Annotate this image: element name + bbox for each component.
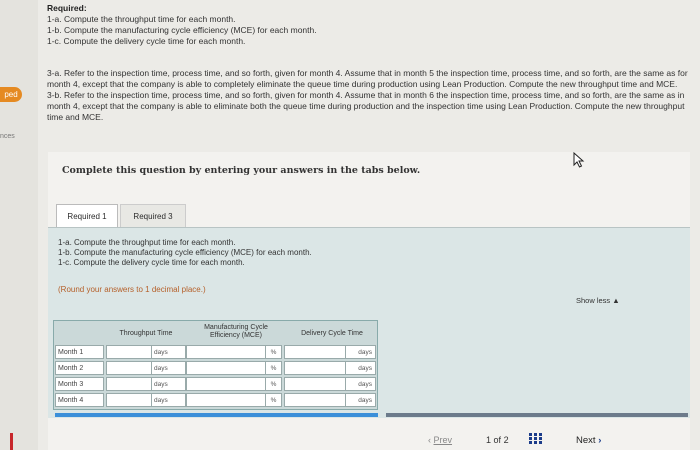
header-throughput: Throughput Time [119, 330, 173, 337]
throughput-unit: days [152, 361, 186, 375]
header-mce-line1: Manufacturing Cycle [204, 324, 268, 331]
page-indicator [486, 435, 509, 445]
prev-label: Prev [433, 435, 453, 445]
part3-section [47, 68, 689, 123]
mce-input[interactable] [186, 361, 266, 375]
header-mce [184, 324, 288, 340]
delivery-input[interactable] [284, 377, 346, 391]
throughput-input[interactable] [106, 361, 152, 375]
instruction-1a: 1-a. Compute the throughput time for each month. [58, 238, 236, 247]
throughput-unit: days [152, 345, 186, 359]
instruction-1c: 1-c. Compute the delivery cycle time for each month. [58, 258, 245, 267]
tab-progress-bar-required-3 [386, 413, 688, 417]
prev-button[interactable] [428, 435, 452, 445]
mce-unit: % [266, 361, 282, 375]
throughput-input[interactable] [106, 393, 152, 407]
required-item-1a: 1-a. Compute the throughput time for each month. [47, 14, 236, 24]
row-label: Month 3 [55, 377, 104, 391]
required-item-1c: 1-c. Compute the delivery cycle time for each month. [47, 36, 246, 46]
delivery-input[interactable] [284, 393, 346, 407]
required-title: Required: [47, 3, 87, 13]
throughput-input[interactable] [106, 377, 152, 391]
throughput-unit: days [152, 377, 186, 391]
delivery-unit: days [346, 345, 376, 359]
row-label: Month 1 [55, 345, 104, 359]
part3a-text: 3-a. Refer to the inspection time, process time, and so forth, given for month 4. Assume that in month 5 the inspection time, process time, and so forth, are the same as for month 4, except that the company is able to completely eliminate the queue time during production using Lean Production. Compute the new throughput time and MCE. [47, 68, 688, 89]
chevron-right-icon: › [598, 435, 602, 446]
row-label: Month 2 [55, 361, 104, 375]
instruction-1b: 1-b. Compute the manufacturing cycle efficiency (MCE) for each month. [58, 248, 312, 257]
part3b-text: 3-b. Refer to the inspection time, process time, and so forth, given for month 4. Assume that in month 6 the inspection time, process time, and so forth, are the same as in month 4, except that the company is able to eliminate both the queue time during production and the inspection time using Lean Production. Compute the new throughput time and MCE. [47, 90, 685, 122]
delivery-unit: days [346, 393, 376, 407]
chevron-left-icon: ‹ [428, 435, 434, 445]
header-mce-line2: Efficiency (MCE) [210, 332, 262, 339]
table-row [54, 345, 377, 360]
throughput-input[interactable] [106, 345, 152, 359]
delivery-unit: days [346, 361, 376, 375]
next-button[interactable] [576, 435, 601, 446]
table-row [54, 393, 377, 408]
mce-unit: % [266, 393, 282, 407]
grid-menu-icon[interactable] [529, 433, 543, 445]
mce-input[interactable] [186, 393, 266, 407]
answer-table [53, 320, 378, 410]
mce-unit: % [266, 345, 282, 359]
tab-required-1[interactable]: Required 1 [56, 204, 118, 228]
rail-label[interactable]: nces [0, 133, 15, 140]
page-current: 1 [486, 435, 492, 445]
delivery-unit: days [346, 377, 376, 391]
rail-badge[interactable]: ped [0, 87, 22, 102]
mce-input[interactable] [186, 345, 266, 359]
tab-progress-bar-required-1 [55, 413, 378, 417]
left-rail [0, 0, 38, 450]
show-less-link[interactable]: Show less ▲ [576, 296, 620, 305]
header-delivery: Delivery Cycle Time [301, 330, 363, 337]
round-note: (Round your answers to 1 decimal place.) [58, 285, 206, 294]
delivery-input[interactable] [284, 361, 346, 375]
table-row [54, 377, 377, 392]
tab-required-3[interactable]: Required 3 [120, 204, 186, 228]
required-item-1b: 1-b. Compute the manufacturing cycle efficiency (MCE) for each month. [47, 25, 317, 35]
rail-indicator [10, 433, 13, 450]
page-of: of [493, 435, 502, 445]
next-label: Next [576, 435, 596, 446]
mce-unit: % [266, 377, 282, 391]
complete-prompt: Complete this question by entering your answers in the tabs below. [62, 165, 421, 176]
delivery-input[interactable] [284, 345, 346, 359]
mouse-cursor-icon [572, 152, 586, 168]
throughput-unit: days [152, 393, 186, 407]
row-label: Month 4 [55, 393, 104, 407]
mce-input[interactable] [186, 377, 266, 391]
table-row [54, 361, 377, 376]
required-section [47, 3, 317, 47]
page-total: 2 [503, 435, 509, 445]
tab-instructions [58, 238, 312, 268]
